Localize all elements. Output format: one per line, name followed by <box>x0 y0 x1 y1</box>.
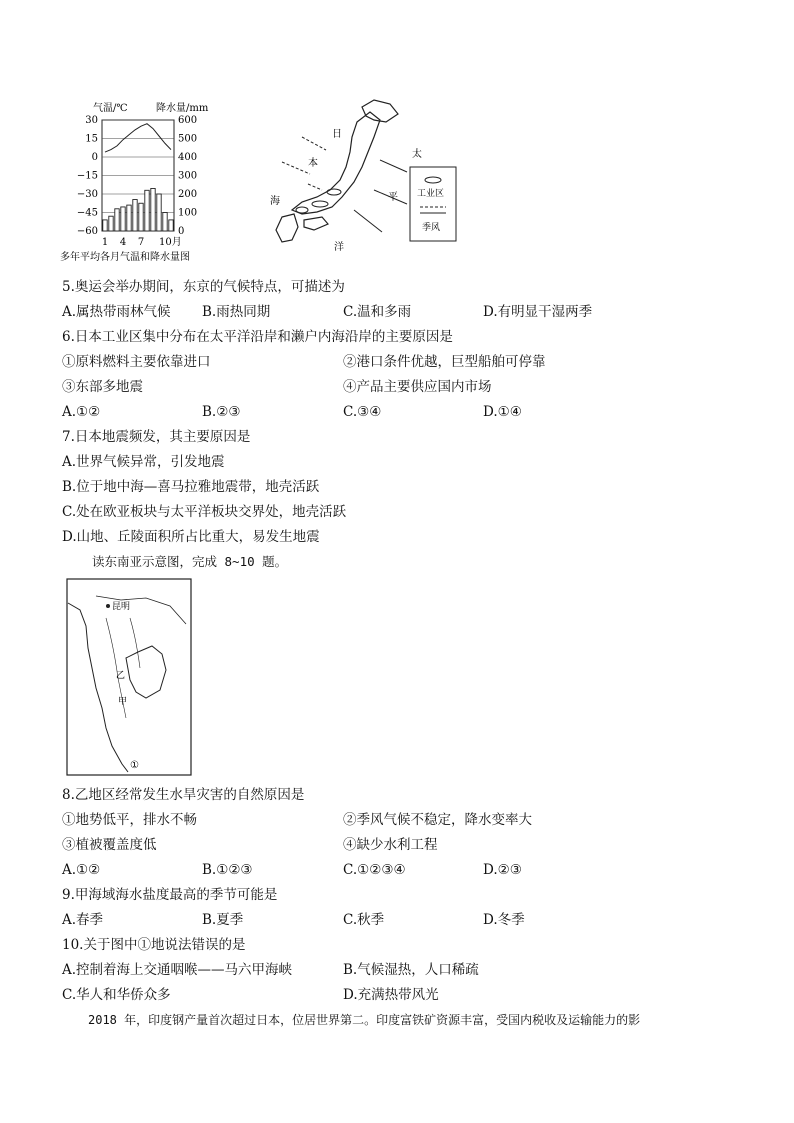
kunming-marker <box>106 604 110 608</box>
q6-option-b: B.②③ <box>202 404 241 420</box>
southeast-asia-map <box>66 578 192 776</box>
q6-item-2: ②港口条件优越，巨型船舶可停靠 <box>343 354 546 370</box>
precip-bars <box>103 188 173 231</box>
left-tick-label: −15 <box>76 170 98 182</box>
left-tick-label: 15 <box>85 133 98 145</box>
q5-option-d: D.有明显干湿两季 <box>483 304 593 320</box>
x-axis-ticks <box>102 236 182 248</box>
right-tick-label: 400 <box>178 152 198 163</box>
map-label-tai: 太 <box>412 149 422 160</box>
q7-option-b: B.位于地中海—喜马拉雅地震带，地壳活跃 <box>62 479 320 495</box>
x-tick-label: 7 <box>137 237 145 248</box>
kyushu-outline <box>276 214 298 242</box>
section-intro-india: 2018 年，印度钢产量首次超过日本，位居世界第二。印度富铁矿资源丰富，受国内税收及运输能力的影 <box>88 1013 641 1027</box>
q7-option-c: C.处在欧亚板块与太平洋板块交界处，地壳活跃 <box>62 504 347 520</box>
q6-option-c: C.③④ <box>343 404 382 420</box>
q8-stem: 8.乙地区经常发生水旱灾害的自然原因是 <box>62 787 305 803</box>
left-tick-label: −45 <box>76 207 98 219</box>
q8-item-1: ①地势低平，排水不畅 <box>62 812 197 828</box>
q8-item-4: ④缺少水利工程 <box>343 837 438 853</box>
q5-option-a: A.属热带雨林气候 <box>62 304 171 320</box>
map-label-one: ① <box>130 760 139 771</box>
x-tick-label: 10月 <box>159 237 182 248</box>
q8-item-3: ③植被覆盖度低 <box>62 837 157 853</box>
precip-bar <box>115 209 119 231</box>
q8-item-2: ②季风气候不稳定，降水变率大 <box>343 812 532 828</box>
industry-area <box>327 189 341 195</box>
map-label-yang: 洋 <box>334 242 344 253</box>
temperature-line <box>105 124 171 152</box>
japan-map <box>262 92 462 267</box>
industry-area <box>296 207 308 213</box>
chart-ylabel-left: 气温/℃ <box>93 103 128 114</box>
right-tick-label: 300 <box>178 170 198 182</box>
left-tick-label: −30 <box>76 189 98 200</box>
q10-option-d: D.充满热带风光 <box>343 987 439 1003</box>
legend-industry-label: 工业区 <box>417 189 445 199</box>
q9-option-b: B.夏季 <box>202 912 244 928</box>
q10-stem: 10.关于图中①地说法错误的是 <box>62 937 246 953</box>
q8-option-d: D.②③ <box>483 862 522 878</box>
q10-option-b: B.气候湿热，人口稀疏 <box>343 962 479 978</box>
precip-bar <box>169 220 173 231</box>
q8-option-c: C.①②③④ <box>343 862 406 878</box>
q5-option-c: C.温和多雨 <box>343 304 412 320</box>
hokkaido-outline <box>362 100 398 122</box>
left-tick-label: 0 <box>91 152 98 163</box>
right-axis-ticks <box>178 115 197 237</box>
chart-ylabel-right: 降水量/mm <box>156 103 209 114</box>
map-label-ben: 本 <box>308 158 318 169</box>
legend-industry-symbol <box>425 177 441 183</box>
indochina-coast <box>126 646 166 698</box>
q7-stem: 7.日本地震频发，其主要原因是 <box>62 429 251 445</box>
map-label-ping: 平 <box>388 192 398 203</box>
right-tick-label: 500 <box>178 133 198 145</box>
q9-stem: 9.甲海域海水盐度最高的季节可能是 <box>62 887 278 903</box>
q6-item-3: ③东部多地震 <box>62 379 143 395</box>
q8-option-a: A.①② <box>62 862 101 878</box>
precip-bar <box>157 194 161 231</box>
precip-bar <box>139 203 143 231</box>
q10-option-a: A.控制着海上交通咽喉——马六甲海峡 <box>62 962 293 978</box>
right-tick-label: 0 <box>178 226 185 237</box>
q6-item-4: ④产品主要供应国内市场 <box>343 379 492 395</box>
climate-chart <box>58 98 218 268</box>
q6-stem: 6.日本工业区集中分布在太平洋沿岸和濑户内海沿岸的主要原因是 <box>62 329 453 345</box>
map-label-kunming: 昆明 <box>112 602 131 612</box>
river <box>130 618 140 668</box>
right-tick-label: 600 <box>178 115 198 126</box>
q7-option-d: D.山地、丘陵面积所占比重大，易发生地震 <box>62 529 320 545</box>
section-intro-8-10: 读东南亚示意图，完成 8~10 题。 <box>92 554 288 569</box>
q9-option-d: D.冬季 <box>483 912 525 928</box>
precip-bar <box>127 205 131 231</box>
map-label-ri: 日 <box>332 129 342 140</box>
x-tick-label: 1 <box>101 237 109 248</box>
q8-option-b: B.①②③ <box>202 862 253 878</box>
monsoon-arrow <box>380 160 407 172</box>
precip-bar <box>163 213 167 232</box>
shikoku-outline <box>304 217 328 230</box>
x-tick-label: 4 <box>119 237 127 248</box>
mainland-coast <box>68 602 131 772</box>
precip-bar <box>145 190 149 231</box>
q6-option-d: D.①④ <box>483 404 522 420</box>
precip-bar <box>121 207 125 231</box>
monsoon-arrow <box>308 184 322 190</box>
right-tick-label: 200 <box>178 189 198 200</box>
precip-bar <box>151 188 155 231</box>
industry-area <box>312 201 328 207</box>
legend-monsoon-label: 季风 <box>422 223 441 233</box>
q6-option-a: A.①② <box>62 404 101 420</box>
honshu-outline <box>292 112 380 214</box>
precip-bar <box>133 200 137 231</box>
left-tick-label: 30 <box>85 115 98 126</box>
q9-option-a: A.春季 <box>62 912 104 928</box>
map-label-jia: 甲 <box>118 697 128 707</box>
precip-bar <box>109 216 113 231</box>
right-tick-label: 100 <box>178 207 198 219</box>
precip-bar <box>103 220 107 231</box>
q10-option-c: C.华人和华侨众多 <box>62 987 171 1003</box>
left-tick-label: −60 <box>76 226 98 237</box>
chart-caption: 多年平均各月气温和降水量图 <box>60 252 190 263</box>
q6-item-1: ①原料燃料主要依靠进口 <box>62 354 211 370</box>
q7-option-a: A.世界气候异常，引发地震 <box>62 454 225 470</box>
q5-option-b: B.雨热同期 <box>202 304 271 320</box>
monsoon-arrow <box>302 137 326 150</box>
monsoon-arrow <box>354 210 382 232</box>
map-label-hai: 海 <box>270 196 280 207</box>
q5-stem: 5.奥运会举办期间，东京的气候特点，可描述为 <box>62 279 345 295</box>
china-border <box>96 596 186 624</box>
q9-option-c: C.秋季 <box>343 912 385 928</box>
map-label-yi: 乙 <box>116 671 126 681</box>
monsoon-arrow <box>282 162 310 174</box>
